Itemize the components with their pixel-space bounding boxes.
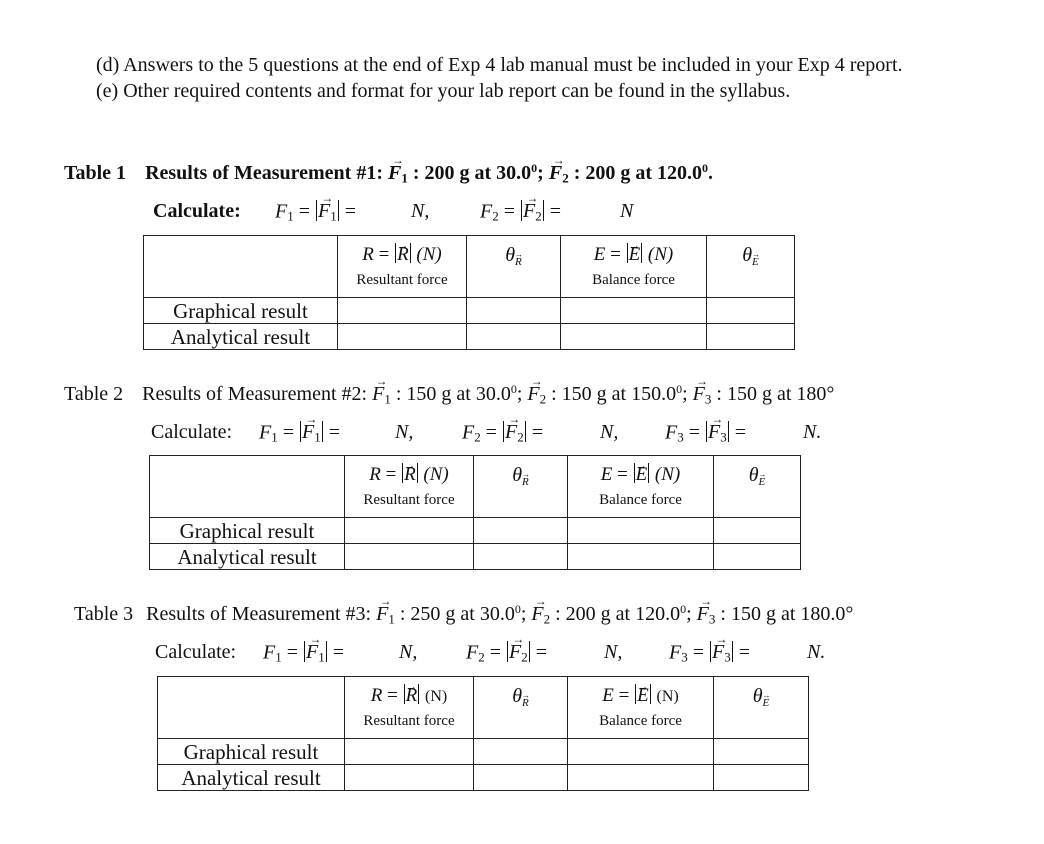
input-cell[interactable] bbox=[467, 324, 561, 350]
f2-vector-symbol: → $F_2$ bbox=[531, 603, 550, 627]
table-1-title: Results of Measurement #1: bbox=[145, 162, 383, 185]
calculate-label: Calculate: bbox=[153, 200, 241, 222]
input-cell[interactable] bbox=[345, 739, 474, 765]
f2-magnitude-formula: $F_2$ = → $F_2$ = bbox=[462, 421, 543, 446]
table-1-f1-value: 200 g at 30.0 bbox=[424, 162, 532, 185]
resultant-header: R = → R (N) Resultant force bbox=[338, 236, 467, 298]
theta-r-header: θ→ R bbox=[467, 236, 561, 298]
f1-magnitude-formula: $F_1$ = → $F_1$ = bbox=[275, 200, 356, 225]
degree-mark: 0 bbox=[510, 382, 517, 396]
note-e: (e) Other required contents and format for your lab report can be found in the syllabus. bbox=[96, 80, 791, 102]
unit: N, bbox=[604, 641, 623, 663]
f1-magnitude-formula: $F_1$ = → $F_1$ = bbox=[263, 641, 344, 666]
table-3-caption: Table 3 Results of Measurement #3: → $F_1$ : 250 g at $30.0^0$; → $F_2$ : 200 g at $120.0^0$; → $F_3$ : 150 g at 180.0° bbox=[74, 602, 853, 627]
input-cell[interactable] bbox=[568, 739, 714, 765]
table-2-label: Table 2 bbox=[64, 383, 124, 406]
table-2-caption: Table 2 Results of Measurement #2: → $F_1$ : 150 g at $30.0^0$; → $F_2$ : 150 g at $150.0^0$; → $F_3$ : 150 g at 180° bbox=[64, 382, 834, 407]
intro-notes bbox=[96, 52, 903, 104]
input-cell[interactable] bbox=[474, 739, 568, 765]
degree-mark: 0 bbox=[514, 602, 521, 616]
f1-vector-symbol: → $F_1$ bbox=[372, 383, 391, 407]
input-cell[interactable] bbox=[561, 298, 707, 324]
table-3-title: Results of Measurement #3: bbox=[146, 603, 372, 626]
balance-header: E = → E (N) Balance force bbox=[568, 677, 714, 739]
table-2-f3-value: 150 g at 180° bbox=[726, 383, 835, 406]
degree-mark: 0 bbox=[531, 161, 538, 175]
f2-vector-symbol: → $F_2$ bbox=[527, 383, 546, 407]
f1-vector-symbol: → $F_1$ bbox=[388, 162, 408, 186]
input-cell[interactable] bbox=[474, 544, 568, 570]
input-cell[interactable] bbox=[474, 518, 568, 544]
table-2-f1-value: 150 g at 30.0 bbox=[406, 383, 511, 406]
input-cell[interactable] bbox=[345, 518, 474, 544]
input-cell[interactable] bbox=[345, 765, 474, 791]
balance-header: E = → E (N) Balance force bbox=[568, 456, 714, 518]
unit: N, bbox=[399, 641, 418, 663]
analytical-result-label: Analytical result bbox=[144, 324, 338, 350]
f1-vector-symbol: → $F_1$ bbox=[376, 603, 395, 627]
theta-e-header: θ→ E bbox=[714, 677, 809, 739]
input-cell[interactable] bbox=[707, 298, 795, 324]
empty-cell bbox=[144, 236, 338, 298]
empty-cell bbox=[150, 456, 345, 518]
theta-e-header: θ→ E bbox=[714, 456, 801, 518]
table-2-f2-value: 150 g at 150.0 bbox=[561, 383, 677, 406]
balance-header: E = → E (N) Balance force bbox=[561, 236, 707, 298]
input-cell[interactable] bbox=[345, 544, 474, 570]
input-cell[interactable] bbox=[714, 765, 809, 791]
graphical-result-label: Graphical result bbox=[150, 518, 345, 544]
degree-mark: 0 bbox=[676, 382, 683, 396]
input-cell[interactable] bbox=[714, 518, 801, 544]
theta-r-header: θ→ R bbox=[474, 677, 568, 739]
table-1-label: Table 1 bbox=[64, 162, 127, 185]
theta-e-header: θ→ E bbox=[707, 236, 795, 298]
table-3-f1-value: 250 g at 30.0 bbox=[410, 603, 515, 626]
input-cell[interactable] bbox=[338, 324, 467, 350]
input-cell[interactable] bbox=[561, 324, 707, 350]
theta-r-header: θ→ R bbox=[474, 456, 568, 518]
analytical-result-label: Analytical result bbox=[158, 765, 345, 791]
f3-magnitude-formula: $F_3$ = → $F_3$ = bbox=[669, 641, 750, 666]
f1-magnitude-formula: $F_1$ = → $F_1$ = bbox=[259, 421, 340, 446]
calculate-label: Calculate: bbox=[155, 641, 237, 663]
f2-vector-symbol: → $F_2$ bbox=[549, 162, 569, 186]
results-table-2 bbox=[149, 455, 801, 570]
degree-mark: 0 bbox=[680, 602, 687, 616]
table-3-f3-value: 150 g at 180.0° bbox=[730, 603, 854, 626]
table-3-f2-value: 200 g at 120.0 bbox=[565, 603, 681, 626]
unit: N, bbox=[395, 421, 414, 443]
unit: N bbox=[620, 200, 634, 222]
table-3-label: Table 3 bbox=[74, 603, 134, 626]
caption-end: . bbox=[708, 162, 714, 185]
graphical-result-label: Graphical result bbox=[158, 739, 345, 765]
input-cell[interactable] bbox=[568, 544, 714, 570]
f3-vector-symbol: → $F_3$ bbox=[697, 603, 716, 627]
results-table-3 bbox=[157, 676, 809, 791]
f2-magnitude-formula: $F_2$ = → $F_2$ = bbox=[480, 200, 561, 225]
calculate-label: Calculate: bbox=[151, 421, 233, 443]
degree-mark: 0 bbox=[702, 161, 709, 175]
f2-magnitude-formula: $F_2$ = → $F_2$ = bbox=[466, 641, 547, 666]
unit: N. bbox=[803, 421, 822, 443]
unit: N, bbox=[411, 200, 430, 222]
resultant-header: R = → R (N) Resultant force bbox=[345, 677, 474, 739]
input-cell[interactable] bbox=[707, 324, 795, 350]
f3-vector-symbol: → $F_3$ bbox=[693, 383, 712, 407]
input-cell[interactable] bbox=[568, 518, 714, 544]
table-2-title: Results of Measurement #2: bbox=[142, 383, 368, 406]
input-cell[interactable] bbox=[714, 544, 801, 570]
table-1-caption: Table 1 Results of Measurement #1: → $F_1$ : 200 g at $30.0^0$; → $F_2$ : 200 g at 120.0$^0$. bbox=[64, 161, 713, 186]
input-cell[interactable] bbox=[568, 765, 714, 791]
graphical-result-label: Graphical result bbox=[144, 298, 338, 324]
results-table-1 bbox=[143, 235, 795, 350]
empty-cell bbox=[158, 677, 345, 739]
f3-magnitude-formula: $F_3$ = → $F_3$ = bbox=[665, 421, 746, 446]
input-cell[interactable] bbox=[467, 298, 561, 324]
input-cell[interactable] bbox=[474, 765, 568, 791]
resultant-header: R = → R (N) Resultant force bbox=[345, 456, 474, 518]
analytical-result-label: Analytical result bbox=[150, 544, 345, 570]
input-cell[interactable] bbox=[714, 739, 809, 765]
input-cell[interactable] bbox=[338, 298, 467, 324]
unit: N. bbox=[807, 641, 826, 663]
note-d: (d) Answers to the 5 questions at the end of Exp 4 lab manual must be included in your Exp 4 report. bbox=[96, 54, 903, 76]
table-1-f2-value: 200 g at 120.0 bbox=[585, 162, 703, 185]
unit: N, bbox=[600, 421, 619, 443]
